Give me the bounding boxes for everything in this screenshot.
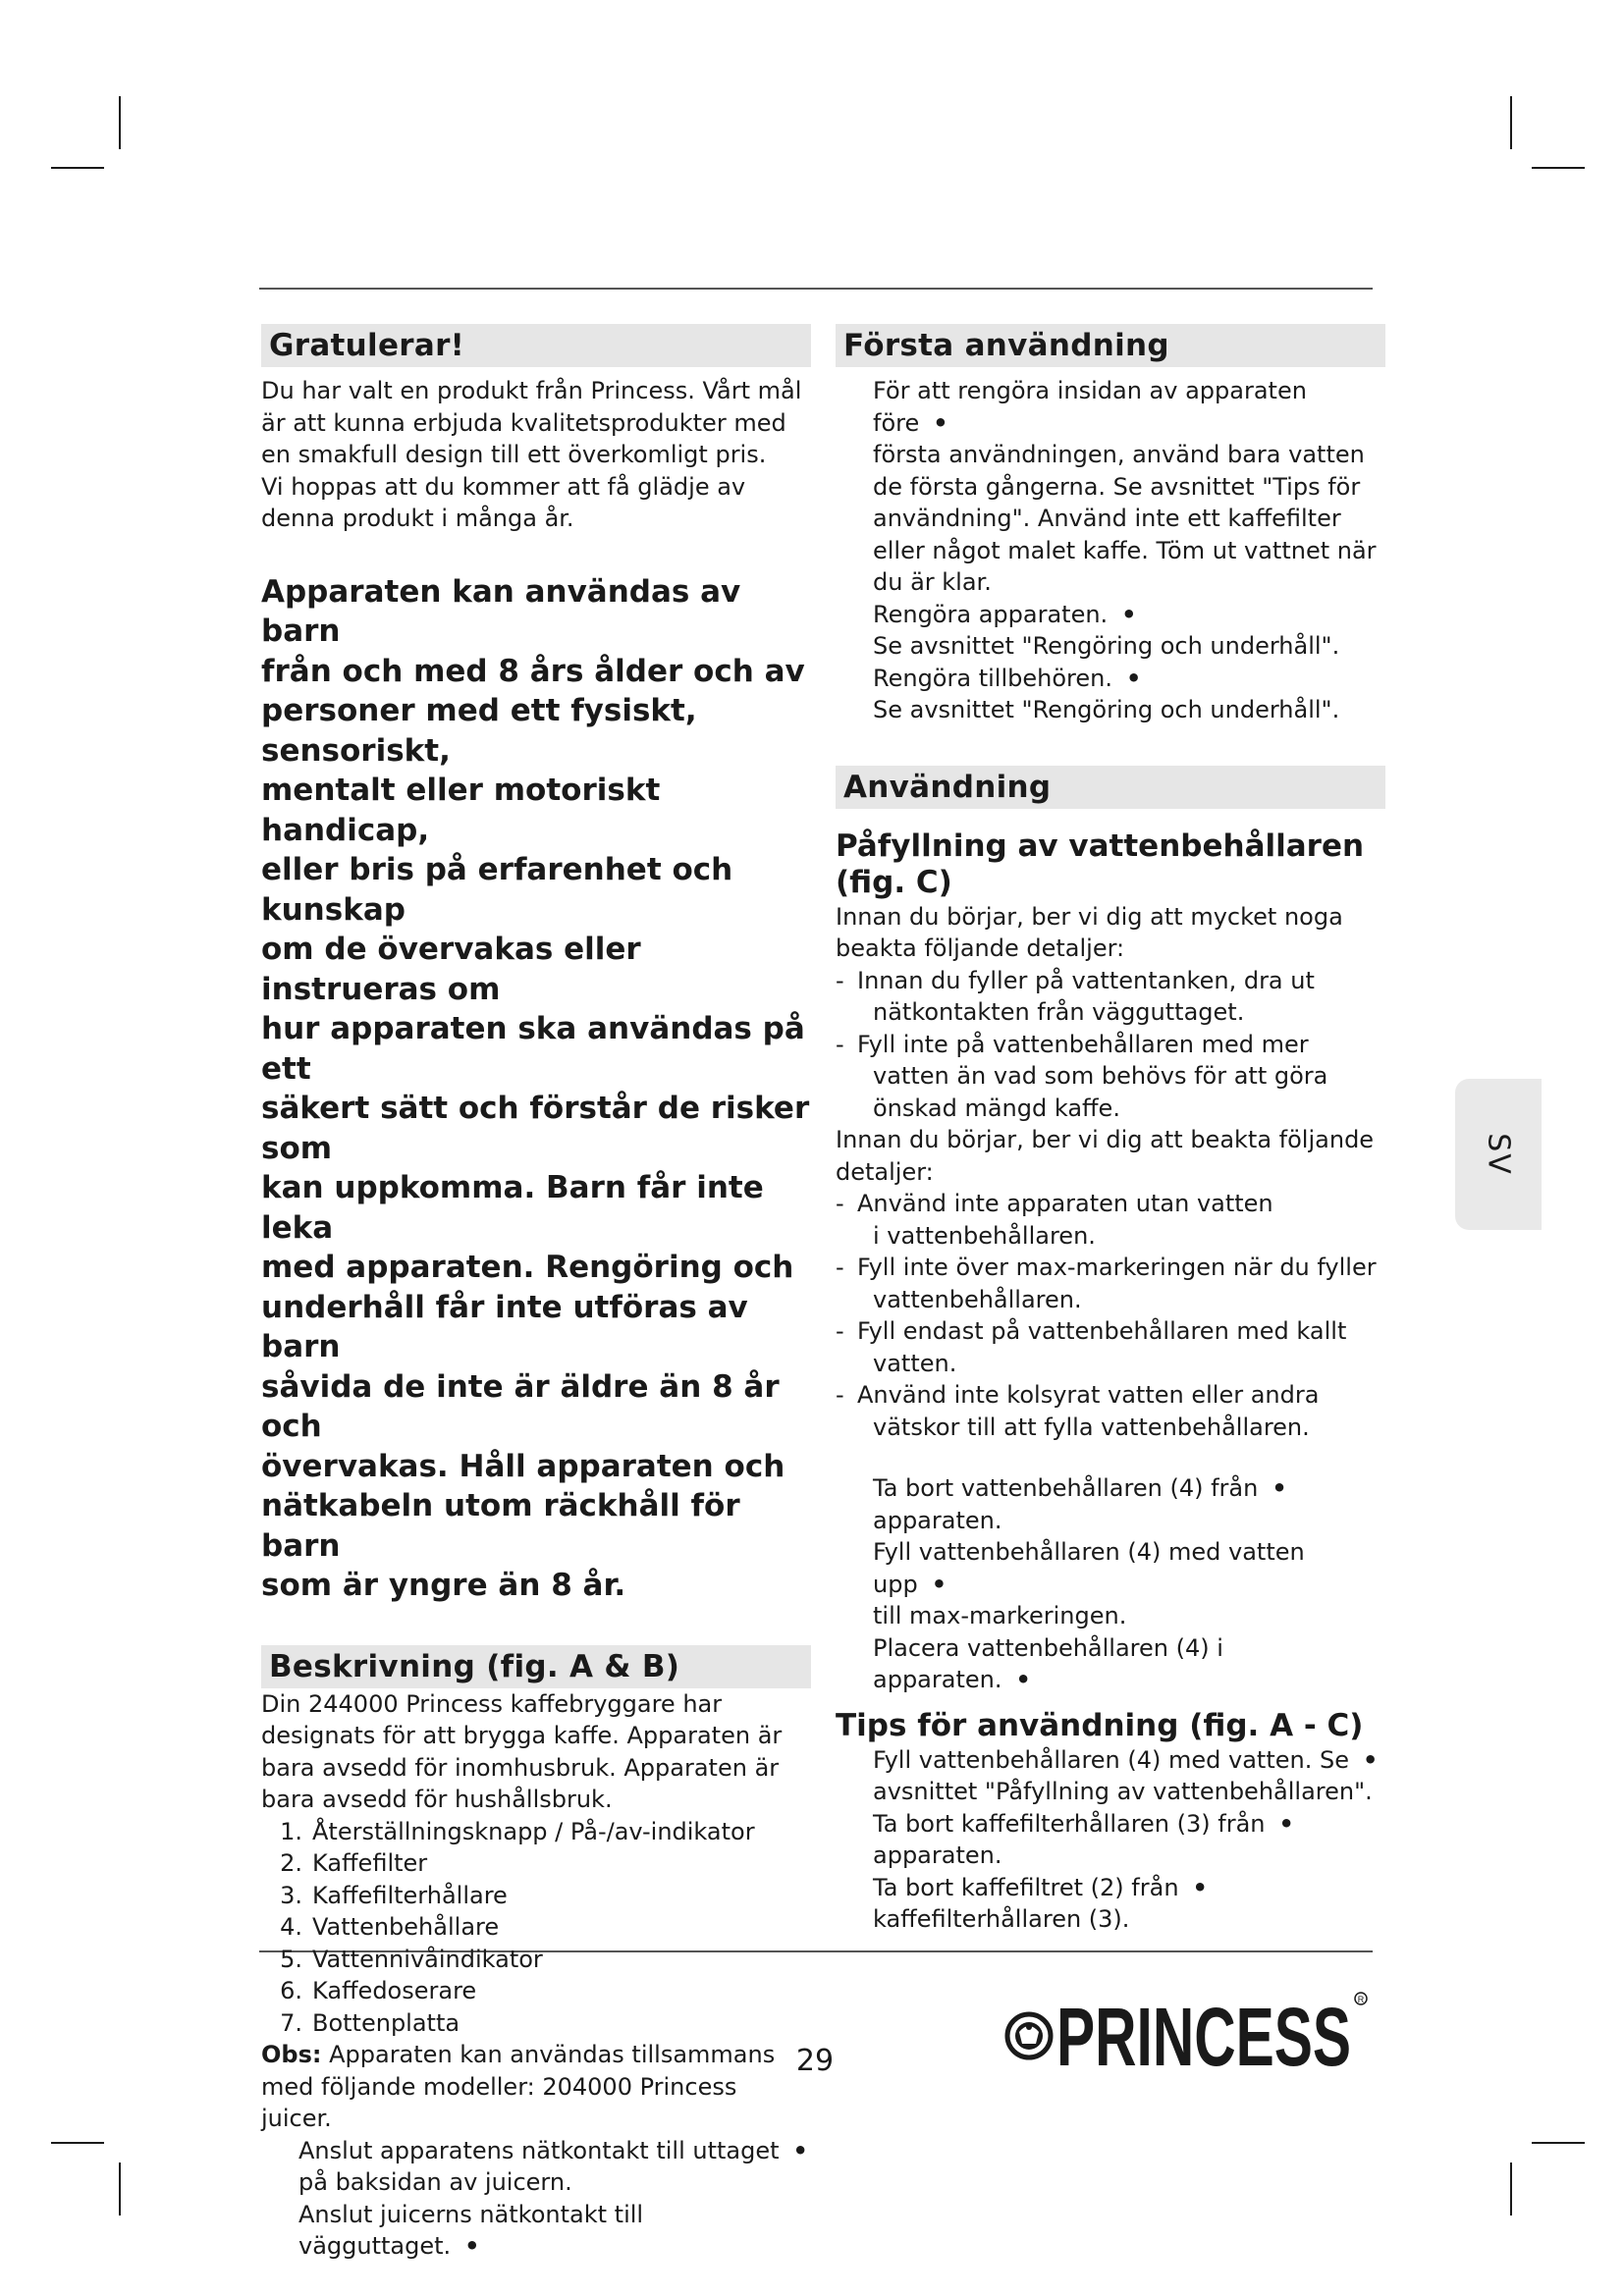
warning-line: nätkabeln utom räckhåll för barn	[261, 1488, 740, 1564]
text-line: är att kunna erbjuda kvalitetsprodukter med	[261, 408, 786, 437]
step-line	[873, 1536, 1385, 1600]
step-text: Anslut juicerns nätkontakt till vägguttaget.	[298, 2200, 644, 2260]
page-number: 29	[795, 2044, 835, 2078]
tips-steps	[836, 1744, 1385, 1936]
subheading-pafyllning	[836, 828, 1385, 901]
text-line: Innan du börjar, ber vi dig att mycket noga	[836, 902, 1343, 931]
line-text: Rengöra tillbehören.	[873, 664, 1112, 692]
item-line: Använd inte kolsyrat vatten eller andra	[857, 1381, 1320, 1409]
subheading-tips: Tips för användning (fig. A - C)	[836, 1707, 1364, 1743]
text-line: Du har valt en produkt från Princess. Vårt mål	[261, 377, 802, 404]
step-text: Placera vattenbehållaren (4) i apparaten.	[873, 1633, 1223, 1693]
warning-line: om de övervakas eller instrueras om	[261, 932, 641, 1007]
item-number: 6.	[280, 1977, 302, 2004]
step-line: avsnittet "Påfyllning av vattenbehållaren".	[873, 1778, 1373, 1805]
bullet: •	[933, 408, 948, 437]
step-line: till max-markeringen.	[873, 1602, 1127, 1629]
list-item	[836, 965, 1385, 1029]
warning-line: från och med 8 års ålder och av	[261, 653, 805, 689]
warning-line: kan uppkomma. Barn får inte leka	[261, 1170, 764, 1246]
brand-wordmark: PRINCESS	[1056, 1991, 1351, 2079]
text-line: beakta följande detaljer:	[836, 934, 1125, 962]
warning-line: hur apparaten ska användas på ett	[261, 1011, 805, 1087]
connection-steps	[261, 2135, 811, 2263]
section-heading-forsta: Första användning	[836, 324, 1385, 367]
crop-mark	[1532, 167, 1585, 169]
item-text: Bottenplatta	[312, 2008, 460, 2037]
item-line: vatten.	[873, 1349, 957, 1377]
safety-warning	[261, 572, 811, 1606]
text-line: bara avsedd för inomhusbruk. Apparaten är	[261, 1753, 780, 1782]
item-text: Återställningsknapp / På-/av-indikator	[312, 1817, 755, 1845]
step-line: apparaten.	[873, 1506, 1002, 1534]
step-text: Fyll vattenbehållaren (4) med vatten. Se	[873, 1745, 1349, 1774]
text-line: Innan du börjar, ber vi dig att beakta följande	[836, 1126, 1375, 1153]
crop-mark	[51, 2142, 104, 2144]
beskrivning-intro	[261, 1688, 811, 1816]
text-line	[873, 663, 1385, 695]
step-text: Fyll vattenbehållaren (4) med vatten upp	[873, 1538, 1305, 1598]
item-number: 7.	[280, 2008, 302, 2037]
crop-mark	[119, 2163, 121, 2216]
warning-line: underhåll får inte utföras av barn	[261, 1289, 748, 1364]
text-line	[873, 599, 1385, 631]
item-text: Kaffefilterhållare	[312, 1881, 508, 1909]
item-line: vatten än vad som behövs för att göra	[873, 1062, 1328, 1090]
list-item	[261, 1975, 811, 2007]
step-line	[298, 2135, 811, 2167]
item-line: Fyll inte på vattenbehållaren med mer	[857, 1030, 1309, 1058]
crop-mark	[1510, 96, 1512, 149]
list-item	[261, 2007, 811, 2040]
text-line: designats för att brygga kaffe. Apparaten är	[261, 1722, 783, 1749]
subheading-line: Påfyllning av vattenbehållaren	[836, 828, 1365, 864]
warning-line: säkert sätt och förstår de risker som	[261, 1091, 810, 1166]
warning-line: mentalt eller motoriskt handicap,	[261, 773, 661, 848]
item-line: vätskor till att fylla vattenbehållaren.	[873, 1413, 1310, 1441]
obs-note-line: med följande modeller: 204000 Princess juicer.	[261, 2072, 737, 2132]
obs-note	[261, 2039, 811, 2071]
list-item	[836, 1029, 1385, 1125]
list-item	[261, 1944, 811, 1976]
section-heading-anvandning: Användning	[836, 766, 1385, 809]
precautions-list-1	[836, 965, 1385, 1125]
item-line: Använd inte apparaten utan vatten	[857, 1190, 1273, 1217]
list-item	[261, 1816, 811, 1848]
warning-line: som är yngre än 8 år.	[261, 1568, 626, 1603]
item-line: vattenbehållaren.	[873, 1285, 1082, 1313]
list-item	[261, 1880, 811, 1912]
warning-line: såvida de inte är äldre än 8 år och	[261, 1368, 780, 1444]
line-text: För att rengöra insidan av apparaten före	[873, 377, 1307, 437]
crop-mark	[51, 167, 104, 169]
item-number: 2.	[280, 1849, 302, 1877]
warning-line: personer med ett fysiskt, sensoriskt,	[261, 693, 697, 769]
item-line: Fyll inte över max-markeringen när du fyller	[857, 1254, 1377, 1281]
princess-logo-graphic	[1003, 1981, 1373, 2079]
item-number: 5.	[280, 1945, 302, 1973]
bullet: •	[792, 2136, 808, 2164]
item-line: i vattenbehållaren.	[873, 1221, 1096, 1250]
text-line: en smakfull design till ett överkomligt pris.	[261, 441, 767, 468]
text-line: första användningen, använd bara vatten	[873, 441, 1365, 468]
text-line: Vi hoppas att du kommer att få glädje av	[261, 472, 746, 501]
text-line: du är klar.	[873, 568, 992, 596]
step-line	[873, 1472, 1385, 1505]
bullet: •	[1121, 600, 1137, 628]
item-number: 4.	[280, 1913, 302, 1941]
item-line: Innan du fyller på vattentanken, dra ut	[857, 966, 1315, 994]
step-text: Ta bort vattenbehållaren (4) från	[873, 1474, 1259, 1502]
text-line: användning". Använd inte ett kaffefilter	[873, 505, 1341, 532]
step-line	[873, 1744, 1385, 1777]
gratulerar-text	[261, 375, 811, 535]
item-line: Fyll endast på vattenbehållaren med kallt	[857, 1317, 1347, 1345]
bullet: •	[1278, 1809, 1294, 1838]
step-line	[873, 1808, 1385, 1841]
step-line: kaffefilterhållaren (3).	[873, 1905, 1130, 1933]
list-item	[836, 1379, 1385, 1443]
step-text: Anslut apparatens nätkontakt till uttaget	[298, 2136, 780, 2164]
princess-logo	[1003, 1981, 1373, 2079]
crop-mark	[1532, 2142, 1585, 2144]
text-line: bara avsedd för hushållsbruk.	[261, 1786, 613, 1813]
precautions-list-2	[836, 1188, 1385, 1443]
bullet: •	[931, 1570, 947, 1598]
bullet: •	[1015, 1666, 1031, 1693]
text-line: denna produkt i många år.	[261, 505, 574, 532]
step-line: apparaten.	[873, 1842, 1002, 1869]
list-item	[836, 1315, 1385, 1379]
line-text: Rengöra apparaten.	[873, 600, 1109, 628]
list-item	[836, 1188, 1385, 1252]
warning-line: med apparaten. Rengöring och	[261, 1250, 794, 1285]
step-line: på baksidan av juicern.	[298, 2168, 572, 2196]
step-line	[873, 1872, 1385, 1904]
warning-line: Apparaten kan användas av barn	[261, 573, 741, 649]
right-column	[836, 324, 1385, 1936]
list-item	[261, 1847, 811, 1880]
bullet: •	[1362, 1745, 1379, 1774]
item-line: önskad mängd kaffe.	[873, 1094, 1120, 1122]
text-line: detaljer:	[836, 1157, 934, 1186]
top-rule	[259, 288, 1373, 290]
text-line: eller något malet kaffe. Töm ut vattnet när	[873, 536, 1377, 564]
parts-list	[261, 1816, 811, 2040]
warning-line: eller bris på erfarenhet och kunskap	[261, 852, 733, 928]
item-number: 1.	[280, 1817, 302, 1845]
text-line: Se avsnittet "Rengöring och underhåll".	[873, 632, 1340, 660]
list-item	[261, 1911, 811, 1944]
left-column	[261, 324, 811, 2263]
section-heading-beskrivning: Beskrivning (fig. A & B)	[261, 1645, 811, 1688]
step-text: Ta bort kaffefiltret (2) från	[873, 1873, 1179, 1901]
item-text: Vattennivåindikator	[312, 1945, 543, 1973]
forsta-text	[836, 375, 1385, 726]
step-line	[298, 2199, 811, 2263]
warning-line: övervakas. Håll apparaten och	[261, 1448, 785, 1484]
item-text: Kaffefilter	[312, 1849, 428, 1877]
step-text: Ta bort kaffefilterhållaren (3) från	[873, 1809, 1266, 1838]
step-line	[873, 1632, 1385, 1696]
fill-steps	[836, 1472, 1385, 1696]
obs-label: Obs:	[261, 2041, 322, 2068]
language-code: SV	[1481, 1133, 1516, 1176]
obs-text: Apparaten kan användas tillsammans	[321, 2041, 776, 2068]
crop-mark	[119, 96, 121, 149]
list-item	[836, 1252, 1385, 1315]
bullet: •	[464, 2232, 480, 2260]
bullet: •	[1272, 1474, 1287, 1502]
text-line: Se avsnittet "Rengöring och underhåll".	[873, 696, 1340, 723]
section-heading-gratulerar: Gratulerar!	[261, 324, 811, 367]
bullet: •	[1125, 664, 1142, 692]
text-line: Din 244000 Princess kaffebryggare har	[261, 1689, 723, 1718]
subheading-line: (fig. C)	[836, 864, 952, 900]
text-line: de första gångerna. Se avsnittet "Tips för	[873, 472, 1361, 501]
svg-text:R: R	[1357, 1995, 1365, 2004]
item-text: Vattenbehållare	[312, 1913, 500, 1941]
crown-emblem-icon	[1007, 2014, 1051, 2057]
language-tab	[1455, 1079, 1542, 1230]
item-text: Kaffedoserare	[312, 1977, 477, 2004]
item-number: 3.	[280, 1881, 302, 1909]
crop-mark	[1510, 2163, 1512, 2216]
item-line: nätkontakten från vägguttaget.	[873, 998, 1245, 1026]
bullet: •	[1192, 1873, 1208, 1901]
text-line	[873, 375, 1385, 439]
